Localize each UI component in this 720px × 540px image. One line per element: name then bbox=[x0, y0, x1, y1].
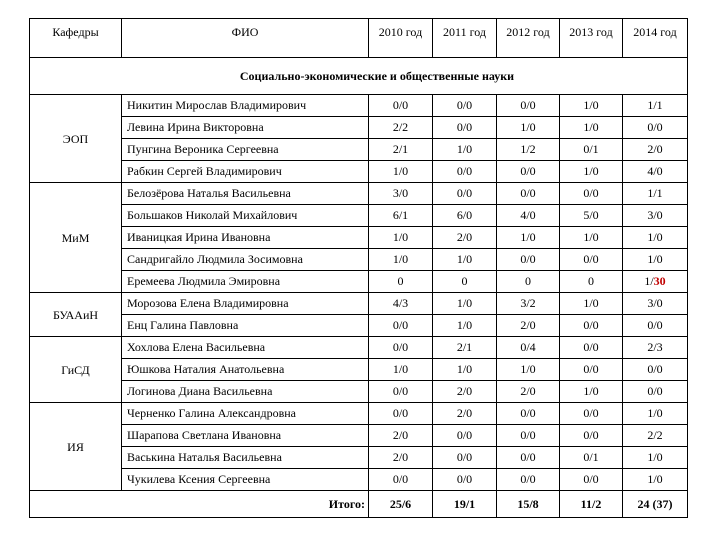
value-cell: 0/0 bbox=[623, 315, 688, 337]
fio-cell: Белозёрова Наталья Васильевна bbox=[122, 183, 369, 205]
value-cell: 0/0 bbox=[497, 249, 560, 271]
value-cell: 2/0 bbox=[433, 227, 497, 249]
header-dept: Кафедры bbox=[30, 19, 122, 58]
value-cell: 0/0 bbox=[369, 315, 433, 337]
table-row bbox=[30, 161, 688, 183]
value-cell: 0/0 bbox=[560, 315, 623, 337]
value-cell: 0/0 bbox=[497, 95, 560, 117]
fio-cell: Еремеева Людмила Эмировна bbox=[122, 271, 369, 293]
header-row bbox=[30, 19, 688, 58]
fio-cell: Енц Галина Павловна bbox=[122, 315, 369, 337]
value-cell: 3/0 bbox=[623, 205, 688, 227]
value-cell: 0/0 bbox=[560, 359, 623, 381]
table-row bbox=[30, 117, 688, 139]
publications-table bbox=[29, 18, 688, 518]
value-cell: 1/0 bbox=[433, 139, 497, 161]
value-cell: 2/2 bbox=[369, 117, 433, 139]
value-cell: 0/0 bbox=[560, 469, 623, 491]
value-cell: 1/0 bbox=[623, 249, 688, 271]
value-cell: 1/0 bbox=[560, 381, 623, 403]
data-body bbox=[30, 95, 688, 491]
value-cell: 3/0 bbox=[369, 183, 433, 205]
value-cell: 0/0 bbox=[369, 337, 433, 359]
value-cell: 1/0 bbox=[433, 315, 497, 337]
value-cell: 1/0 bbox=[369, 359, 433, 381]
value-cell: 3/0 bbox=[623, 293, 688, 315]
section-row bbox=[30, 58, 688, 95]
value-cell: 0/0 bbox=[560, 425, 623, 447]
table-row bbox=[30, 249, 688, 271]
value-cell: 1/0 bbox=[433, 359, 497, 381]
value-cell: 0 bbox=[560, 271, 623, 293]
section-title: Социально-экономические и общественные науки bbox=[30, 58, 688, 95]
table-row bbox=[30, 359, 688, 381]
table-row bbox=[30, 183, 688, 205]
value-cell: 0/0 bbox=[560, 183, 623, 205]
value-cell: 0/0 bbox=[497, 183, 560, 205]
value-cell: 0/0 bbox=[433, 447, 497, 469]
value-cell: 0/0 bbox=[433, 425, 497, 447]
value-cell: 1/0 bbox=[433, 293, 497, 315]
value-cell: 1/0 bbox=[560, 293, 623, 315]
table-row bbox=[30, 447, 688, 469]
fio-cell: Левина Ирина Викторовна bbox=[122, 117, 369, 139]
value-cell: 2/0 bbox=[433, 381, 497, 403]
fio-cell: Никитин Мирослав Владимирович bbox=[122, 95, 369, 117]
table-row bbox=[30, 139, 688, 161]
value-cell: 1/0 bbox=[560, 95, 623, 117]
header-year-2013: 2013 год bbox=[560, 19, 623, 58]
value-cell: 1/0 bbox=[497, 227, 560, 249]
value-cell: 4/0 bbox=[623, 161, 688, 183]
table-row bbox=[30, 469, 688, 491]
dept-cell: МиМ bbox=[30, 183, 122, 293]
highlight-value: 30 bbox=[653, 274, 666, 288]
value-cell: 0/0 bbox=[560, 249, 623, 271]
fio-cell: Логинова Диана Васильевна bbox=[122, 381, 369, 403]
value-cell: 0/0 bbox=[623, 117, 688, 139]
header-year-2010: 2010 год bbox=[369, 19, 433, 58]
value-cell: 1/2 bbox=[497, 139, 560, 161]
value-cell: 0 bbox=[497, 271, 560, 293]
value-cell: 0/0 bbox=[433, 117, 497, 139]
table-row bbox=[30, 271, 688, 293]
fio-cell: Рабкин Сергей Владимирович bbox=[122, 161, 369, 183]
value-cell: 0/0 bbox=[560, 337, 623, 359]
value-cell: 0/0 bbox=[433, 95, 497, 117]
value-cell: 1/0 bbox=[369, 161, 433, 183]
total-value: 11/2 bbox=[560, 491, 623, 518]
total-value: 24 (37) bbox=[623, 491, 688, 518]
header-year-2012: 2012 год bbox=[497, 19, 560, 58]
value-cell: 0/1 bbox=[560, 447, 623, 469]
total-value: 15/8 bbox=[497, 491, 560, 518]
fio-cell: Большаков Николай Михайлович bbox=[122, 205, 369, 227]
value-cell: 0/0 bbox=[497, 403, 560, 425]
fio-cell: Иваницкая Ирина Ивановна bbox=[122, 227, 369, 249]
value-cell: 0/0 bbox=[560, 403, 623, 425]
value-cell: 1/0 bbox=[623, 447, 688, 469]
value-cell: 1/0 bbox=[623, 227, 688, 249]
value-cell: 3/2 bbox=[497, 293, 560, 315]
value-cell bbox=[623, 271, 688, 293]
table-row bbox=[30, 425, 688, 447]
fio-cell: Морозова Елена Владимировна bbox=[122, 293, 369, 315]
header-fio: ФИО bbox=[122, 19, 369, 58]
value-cell: 1/0 bbox=[560, 227, 623, 249]
fio-cell: Юшкова Наталия Анатольевна bbox=[122, 359, 369, 381]
value-cell: 4/3 bbox=[369, 293, 433, 315]
dept-cell: ЭОП bbox=[30, 95, 122, 183]
value-cell: 6/1 bbox=[369, 205, 433, 227]
table-row bbox=[30, 227, 688, 249]
value-cell: 0/0 bbox=[497, 425, 560, 447]
value-cell: 2/0 bbox=[369, 425, 433, 447]
value-cell: 0/0 bbox=[369, 381, 433, 403]
total-label-text: Итого: bbox=[328, 496, 365, 511]
header-year-2014: 2014 год bbox=[623, 19, 688, 58]
value-cell: 0/0 bbox=[623, 359, 688, 381]
value-cell: 0/0 bbox=[433, 183, 497, 205]
value-cell: 2/3 bbox=[623, 337, 688, 359]
value-cell: 0/0 bbox=[497, 469, 560, 491]
value-cell: 2/1 bbox=[433, 337, 497, 359]
value-cell: 0/0 bbox=[433, 161, 497, 183]
total-value: 19/1 bbox=[433, 491, 497, 518]
value-cell: 4/0 bbox=[497, 205, 560, 227]
fio-cell: Чукилева Ксения Сергеевна bbox=[122, 469, 369, 491]
dept-cell: ИЯ bbox=[30, 403, 122, 491]
value-cell: 1/0 bbox=[497, 359, 560, 381]
table-row bbox=[30, 205, 688, 227]
total-row bbox=[30, 491, 688, 518]
fio-cell: Сандригайло Людмила Зосимовна bbox=[122, 249, 369, 271]
value-cell: 0 bbox=[433, 271, 497, 293]
value-cell: 6/0 bbox=[433, 205, 497, 227]
table-row bbox=[30, 381, 688, 403]
fio-cell: Пунгина Вероника Сергеевна bbox=[122, 139, 369, 161]
value-text: 1/ bbox=[644, 274, 654, 288]
value-cell: 1/0 bbox=[623, 469, 688, 491]
value-cell: 1/0 bbox=[497, 117, 560, 139]
value-cell: 2/2 bbox=[623, 425, 688, 447]
value-cell: 0/0 bbox=[369, 469, 433, 491]
dept-cell: ГиСД bbox=[30, 337, 122, 403]
value-cell: 2/0 bbox=[623, 139, 688, 161]
value-cell: 2/0 bbox=[433, 403, 497, 425]
value-cell: 2/0 bbox=[369, 447, 433, 469]
value-cell: 1/0 bbox=[560, 117, 623, 139]
value-cell: 1/1 bbox=[623, 95, 688, 117]
value-cell: 2/1 bbox=[369, 139, 433, 161]
value-cell: 1/0 bbox=[623, 403, 688, 425]
value-cell: 2/0 bbox=[497, 315, 560, 337]
fio-cell: Васькина Наталья Васильевна bbox=[122, 447, 369, 469]
fio-cell: Хохлова Елена Васильевна bbox=[122, 337, 369, 359]
table-row bbox=[30, 315, 688, 337]
value-cell: 0/0 bbox=[433, 469, 497, 491]
value-cell: 1/0 bbox=[433, 249, 497, 271]
value-cell: 0/1 bbox=[560, 139, 623, 161]
total-label bbox=[30, 491, 369, 518]
value-cell: 0/0 bbox=[369, 95, 433, 117]
dept-cell: БУААиН bbox=[30, 293, 122, 337]
fio-cell: Шарапова Светлана Ивановна bbox=[122, 425, 369, 447]
table-row bbox=[30, 293, 688, 315]
value-cell: 1/0 bbox=[560, 161, 623, 183]
value-cell: 1/0 bbox=[369, 249, 433, 271]
value-cell: 0/4 bbox=[497, 337, 560, 359]
table-row bbox=[30, 403, 688, 425]
value-cell: 1/0 bbox=[369, 227, 433, 249]
value-cell: 1/1 bbox=[623, 183, 688, 205]
value-cell: 0 bbox=[369, 271, 433, 293]
table-row bbox=[30, 337, 688, 359]
header-year-2011: 2011 год bbox=[433, 19, 497, 58]
total-value: 25/6 bbox=[369, 491, 433, 518]
table-row bbox=[30, 95, 688, 117]
fio-cell: Черненко Галина Александровна bbox=[122, 403, 369, 425]
value-cell: 0/0 bbox=[623, 381, 688, 403]
value-cell: 5/0 bbox=[560, 205, 623, 227]
value-cell: 0/0 bbox=[497, 447, 560, 469]
value-cell: 0/0 bbox=[497, 161, 560, 183]
value-cell: 0/0 bbox=[369, 403, 433, 425]
value-cell: 2/0 bbox=[497, 381, 560, 403]
